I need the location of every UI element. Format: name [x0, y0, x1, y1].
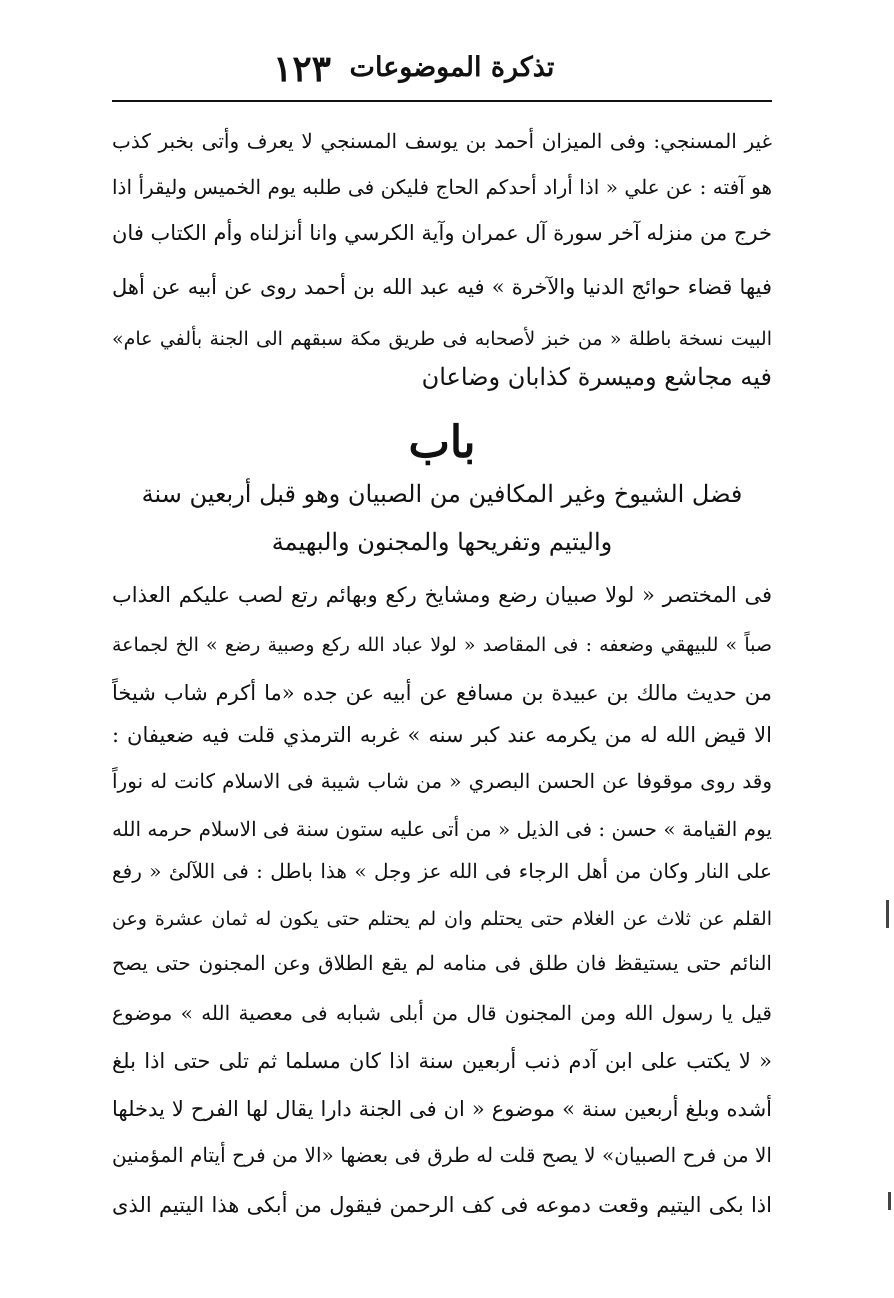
text-line: القلم عن ثلاث عن الغلام حتى يحتلم وان لم يحتلم حتى يكون له ثمان عشرة وعن [112, 908, 772, 930]
text-line: اذا بكى اليتيم وقعت دموعه فى كف الرحمن فيقول من أبكى هذا اليتيم الذى [112, 1193, 772, 1217]
text-line: النائم حتى يستيقظ فان طلق فى منامه لم يقع الطلاق وعن المجنون حتى يصح [112, 951, 772, 975]
text-line: فيه مجاشع وميسرة كذابان وضاعان [421, 363, 772, 391]
text-line: الا من فرح الصبيان» لا يصح قلت له طرق فى بعضها «الا من فرح أيتام المؤمنين [112, 1143, 772, 1167]
text-line: صباً » للبيهقي وضعفه : فى المقاصد « لولا عباد الله ركع وصبية رضع » الخ لجماعة [112, 634, 772, 656]
text-line: خرج من منزله آخر سورة آل عمران وآية الكرسي وانا أنزلناه وأم الكتاب فان [112, 221, 772, 245]
page-number: ١٢٣ [272, 48, 331, 90]
text-line: البيت نسخة باطلة « من خبز لأصحابه فى طريق مكة سبقهم الى الجنة بألفي عام» [112, 328, 772, 350]
text-line: على النار وكان من أهل الرجاء فى الله عز وجل » هذا باطل : فى اللآلئ « رفع [112, 859, 772, 883]
header-rule [112, 100, 772, 102]
text-line: أشده وبلغ أربعين سنة » موضوع « ان فى الجنة دارا يقال لها الفرح لا يدخلها [112, 1097, 772, 1121]
running-title: تذكرة الموضوعات [349, 52, 555, 83]
text-line: من حديث مالك بن عبيدة بن مسافع عن أبيه عن جده «ما أكرم شاب شيخاً [112, 681, 772, 705]
text-line: قيل يا رسول الله ومن المجنون قال من أبلى شبابه فى معصية الله » موضوع [112, 1001, 772, 1025]
text-line: يوم القيامة » حسن : فى الذيل « من أتى عليه ستون سنة فى الاسلام حرمه الله [112, 817, 772, 841]
chapter-subtitle: واليتيم وتفريحها والمجنون والبهيمة [271, 528, 613, 556]
text-line: « لا يكتب على ابن آدم ذنب أربعين سنة اذا كان مسلما ثم تلى حتى اذا بلغ [112, 1049, 772, 1073]
text-line: وقد روى موقوفا عن الحسن البصري « من شاب شيبة فى الاسلام كانت له نوراً [112, 769, 772, 793]
text-line: فيها قضاء حوائج الدنيا والآخرة » فيه عبد الله بن أحمد روى عن أبيه عن أهل [112, 275, 772, 299]
text-line: الا قيض الله له من يكرمه عند كبر سنه » غربه الترمذي قلت فيه ضعيفان : [112, 723, 772, 747]
text-line: فى المختصر « لولا صبيان رضع ومشايخ ركع وبهائم رتع لصب عليكم العذاب [112, 583, 772, 607]
text-line: غير المسنجي: وفى الميزان أحمد بن يوسف المسنجي لا يعرف وأتى بخبر كذب [112, 129, 772, 153]
scan-edge-mark [888, 1192, 891, 1210]
chapter-heading: باب [408, 417, 476, 468]
text-line: هو آفته : عن علي « اذا أراد أحدكم الحاج فليكن فى طلبه يوم الخميس وليقرأ اذا [112, 175, 772, 199]
chapter-subtitle: فضل الشيوخ وغير المكافين من الصبيان وهو قبل أربعين سنة [141, 480, 743, 508]
scan-edge-mark [886, 900, 889, 928]
page-header [112, 48, 772, 100]
